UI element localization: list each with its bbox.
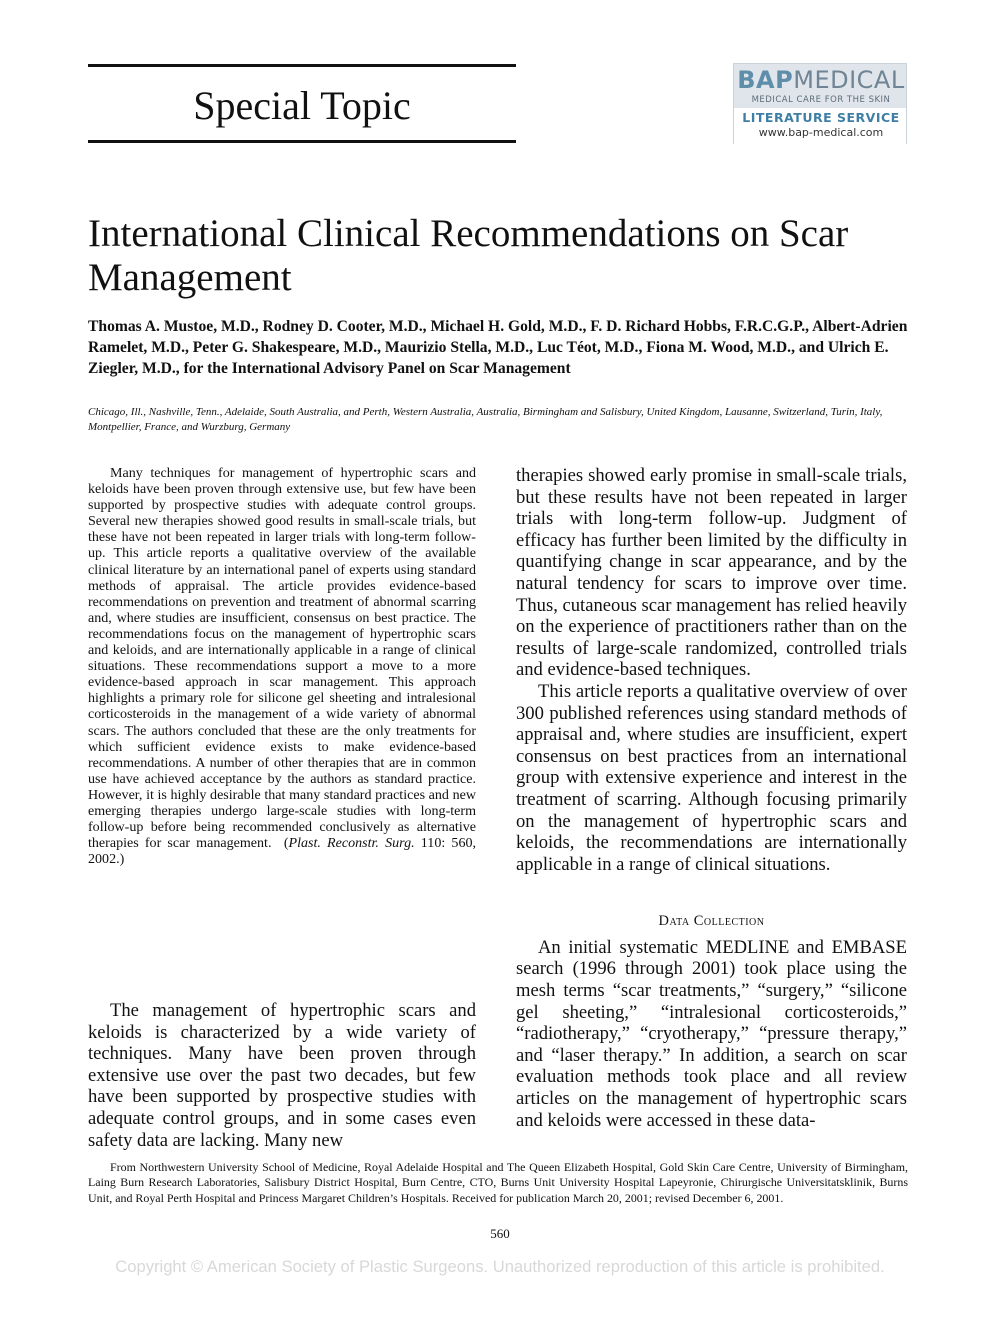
header-rule-bottom: [88, 140, 516, 143]
article-title: International Clinical Recommendations on Scar Management: [88, 212, 849, 299]
affiliation-footnote: From Northwestern University School of Medicine, Royal Adelaide Hospital and The Queen Elizabeth Hospital, Gold Skin Care Centre, University of Birmingham, Laing Burn Research Laboratories, Salisbury District Hospital, Burn Centre, CTO, Burns Unit University Hospital Lapeyronie, Chirurgische Universitatsklinik, Burns Unit, and Royal Perth Hospital and Princess Margaret Children’s Hospitals. Received for publication March 20, 2001; revised December 6, 2001.: [88, 1160, 908, 1205]
stamp-service-label: LITERATURE SERVICE: [742, 110, 900, 125]
section-heading-data-collection: [516, 911, 907, 933]
stamp-brand: [734, 66, 908, 94]
author-locations: Chicago, Ill., Nashville, Tenn., Adelaide, South Australia, and Perth, Western Australia, Australia, Birmingham and Salisbury, United Kingdom, Lausanne, Switzerland, Turin, Italy, Montpellier, France, and Wurzburg, Germany: [88, 406, 883, 433]
stamp-tagline: MEDICAL CARE FOR THE SKIN: [751, 95, 891, 105]
abstract-text: Many techniques for management of hypertrophic scars and keloids have been proven through extensive use, but few have been supported by prospective studies with adequate control groups. Several new therapies showed good results in small-scale trials, but these have not been repeated in larger trials with long-term follow-up. This article reports a qualitative overview of the available clinical literature by an international panel of experts using standard methods of appraisal. The article provides evidence-based recommendations on prevention and treatment of abnormal scarring and, where studies are insufficient, consensus on best practice. The recommendations focus on the management of hypertrophic scars and keloids, and are internationally applicable in a range of clinical situations. These recommendations support a move to a more evidence-based approach in scar management. This approach highlights a primary role for silicone gel sheeting and intralesional corticosteroids in the management of a wide variety of abnormal scars. The authors concluded that these are the only treatments for which sufficient evidence exists to make evidence-based recommendations. A number of other therapies that are in common use have achieved acceptance by the authors as standard practice. However, it is highly desirable that many standard practices and new emerging therapies undergo large-scale studies with long-term follow-up before being recommended conclusively as alternative therapies for scar management.: [88, 465, 476, 852]
copyright-watermark: Copyright © American Society of Plastic Surgeons. Unauthorized reproduction of this article is prohibited.: [115, 1257, 885, 1276]
stamp-brand-rest: MEDICAL: [793, 66, 905, 94]
author-list: Thomas A. Mustoe, M.D., Rodney D. Cooter, M.D., Michael H. Gold, M.D., F. D. Richard Hobbs, F.R.C.G.P., Albert-Adrien Ramelet, M.D., Peter G. Shakespeare, M.D., Maurizio Stella, M.D., Luc Téot, M.D., Fiona M. Wood, M.D., and Ulrich E. Ziegler, M.D., for the International Advisory Panel on Scar Management: [88, 318, 908, 377]
body-paragraph-continued: therapies showed early promise in small-scale trials, but these results have not been repeated in larger trials with long-term follow-up. Judgment of efficacy has further been limited by the difficulty in quantifying change in scar appearance, and by the natural tendency for scars to improve over time. Thus, cutaneous scar management has relied heavily on the experience of practitioners rather than on the results of large-scale randomized, controlled trials and evidence-based techniques.: [516, 465, 907, 681]
page-number: 560: [490, 1226, 510, 1241]
literature-service-stamp: [733, 63, 907, 144]
body-paragraph-overview: This article reports a qualitative overview of over 300 published references using standard methods of appraisal and, where studies are insufficient, expert consensus on best practices from an international group with extensive experience and interest in the treatment of scarring. Although focusing primarily on the management of hypertrophic scars and keloids, the recommendations are internationally applicable in a range of clinical situations.: [516, 680, 907, 875]
section-heading-text: Data Collection: [658, 913, 765, 930]
body-paragraph-data-collection: An initial systematic MEDLINE and EMBASE search (1996 through 2001) took place using the mesh terms “scar treatments,” “surgery,” “silicone gel sheeting,” “intralesional corticosteroids,” “radiotherapy,” “cryotherapy,” “pressure therapy,” and “laser therapy.” In addition, a search on scar evaluation methods took place and all review articles on the management of hypertrophic scars and keloids were accessed in these data-: [516, 936, 907, 1131]
abstract: [88, 465, 476, 867]
right-column: [516, 465, 907, 1131]
body-paragraph-intro: The management of hypertrophic scars and keloids is characterized by a wide variety of techniques. Many have been proven through extensive use over the past two decades, but few have been supported by prospective studies with adequate control groups, and in some cases even safety data are lacking. Many new: [88, 1000, 476, 1151]
stamp-brand-bold: BAP: [737, 66, 794, 94]
section-label: Special Topic: [193, 83, 411, 128]
stamp-url: www.bap-medical.com: [758, 126, 884, 139]
citation-open: (: [283, 835, 289, 852]
citation-rest: 110: 560, 2002.): [88, 835, 477, 868]
citation-journal: Plast. Reconstr. Surg.: [288, 835, 415, 852]
header-rule-top: [88, 64, 516, 67]
